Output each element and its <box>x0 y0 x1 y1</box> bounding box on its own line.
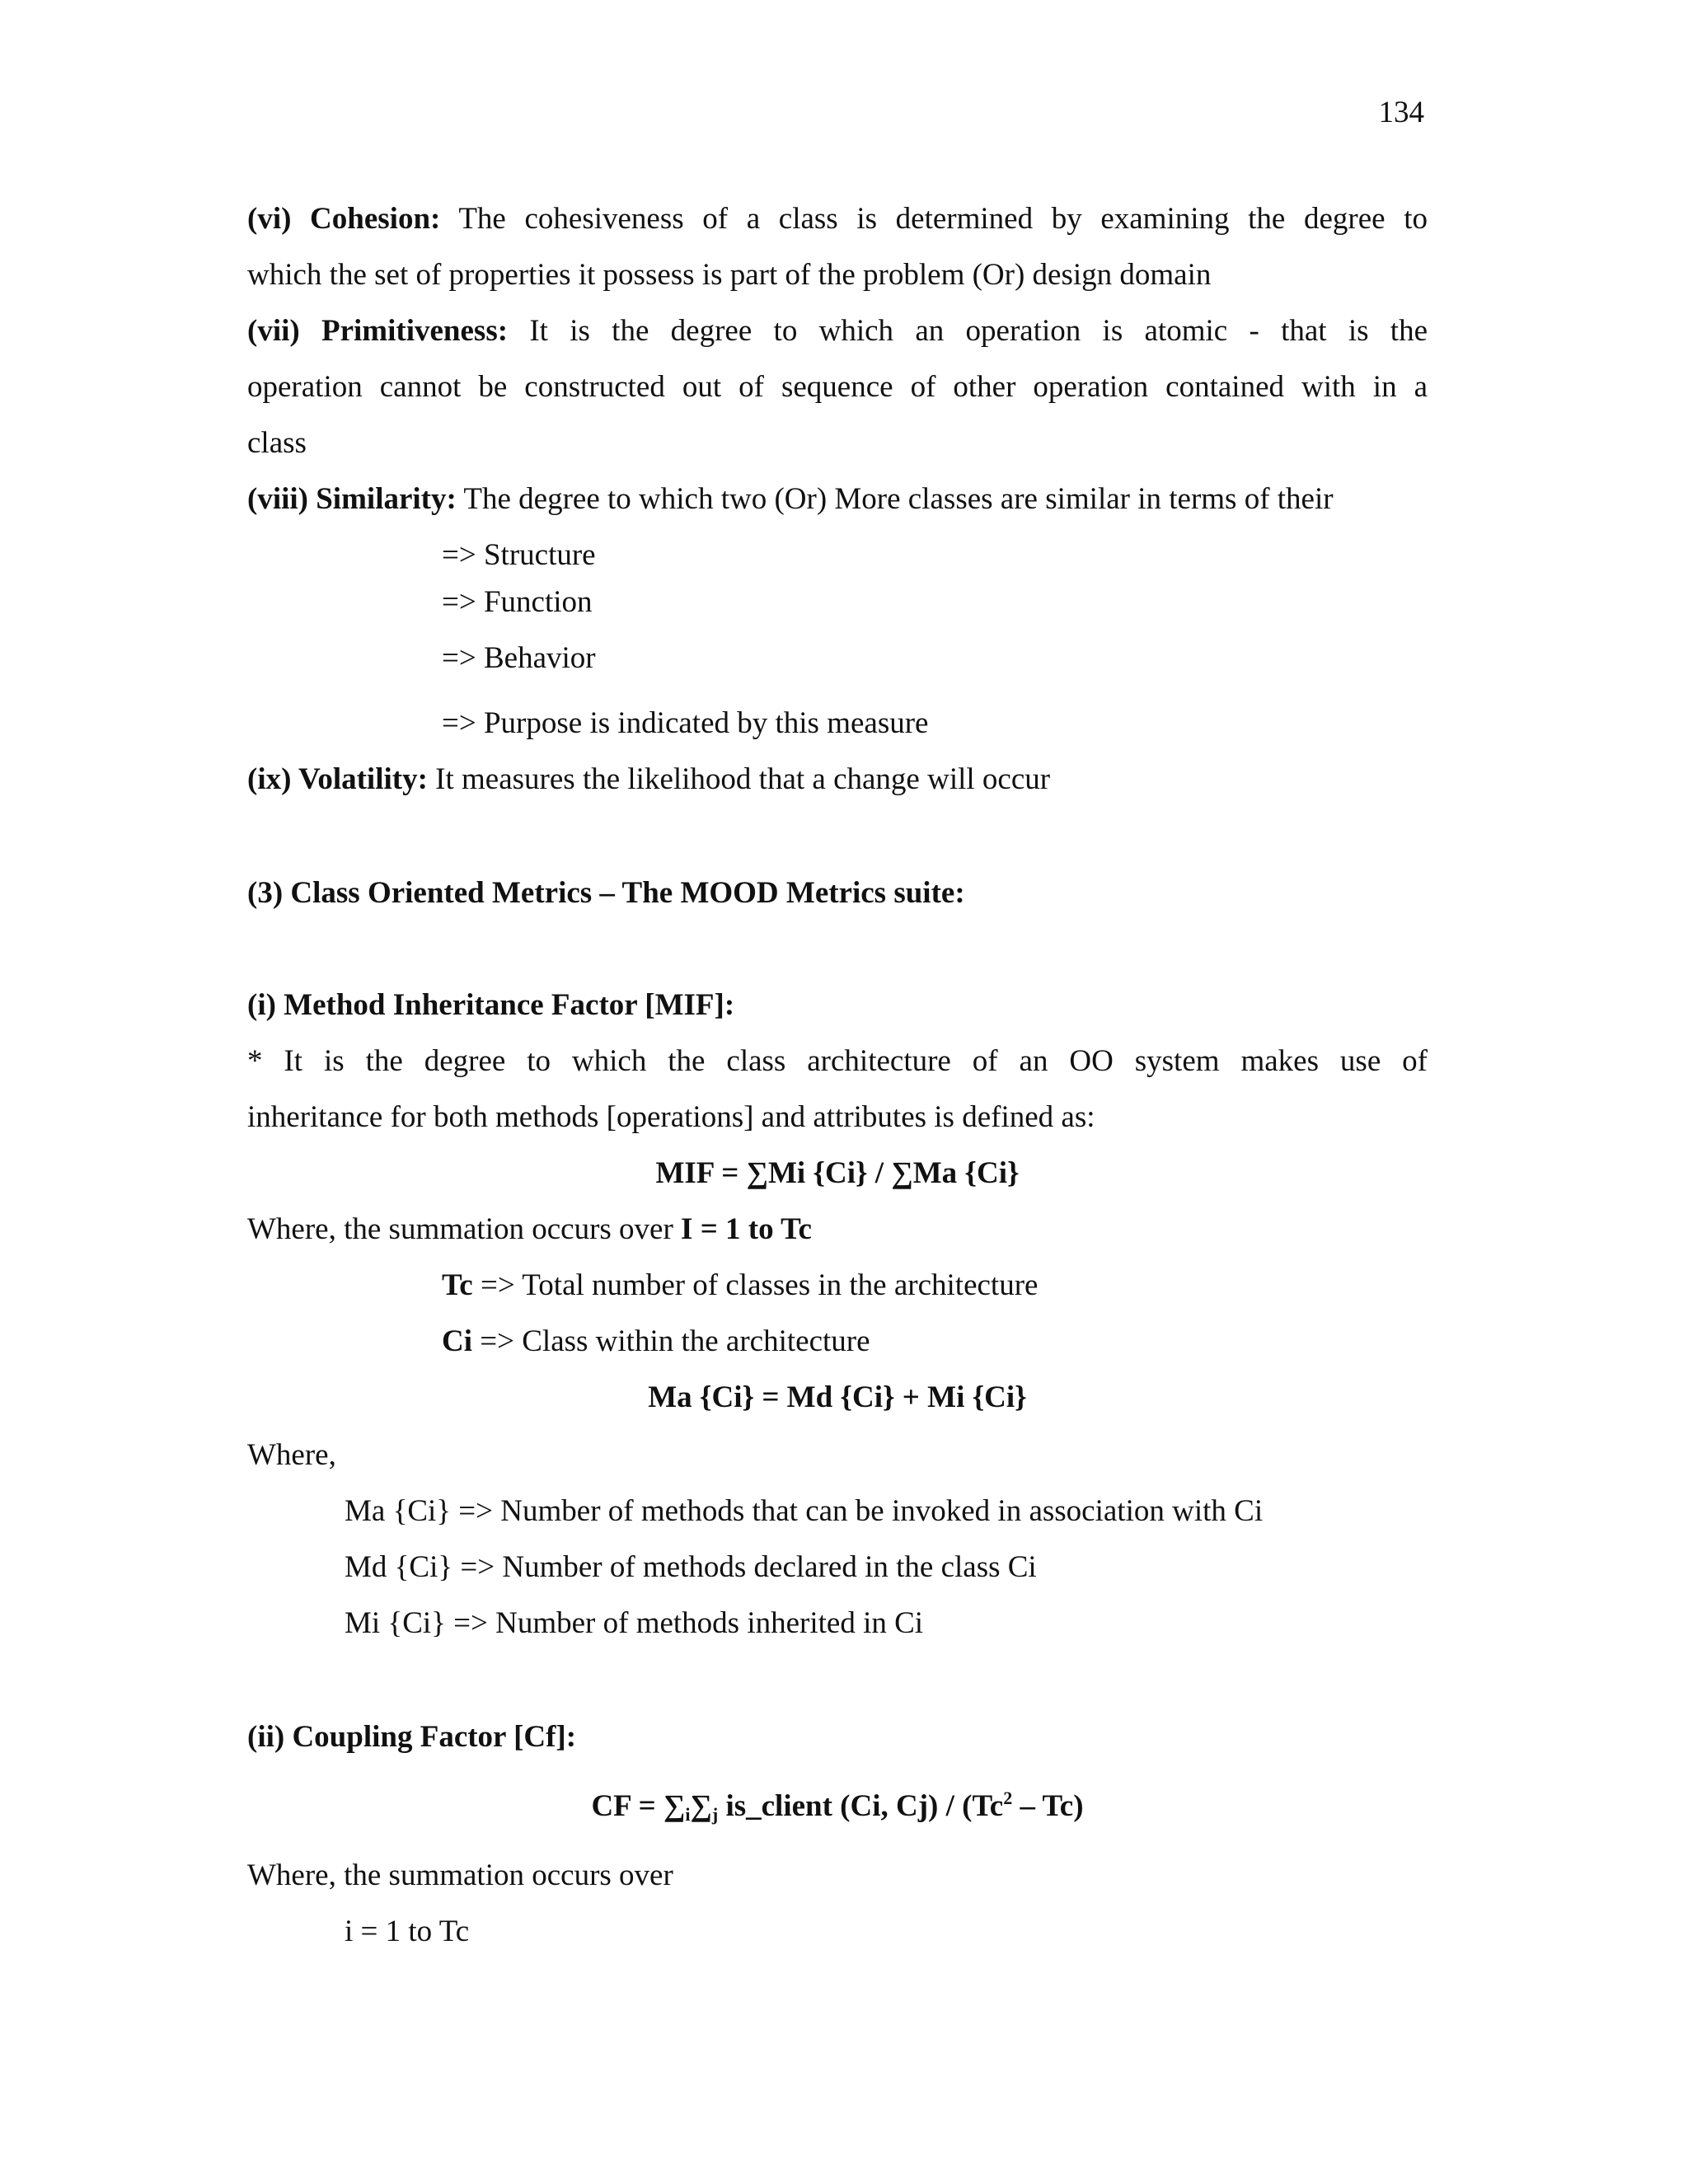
similarity-item: => Purpose is indicated by this measure <box>442 706 929 740</box>
primitiveness-line-3: class <box>247 426 307 460</box>
mif-desc-line-1: * It is the degree to which the class architecture of an OO system makes use of <box>247 1044 1428 1078</box>
page-body <box>247 191 1428 1960</box>
cohesion-line-1: (vi) Cohesion: The cohesiveness of a class is determined by examining the degree to <box>247 202 1428 236</box>
mif-where-range: I = 1 to Tc <box>681 1212 812 1246</box>
ci-definition: Ci => Class within the architecture <box>442 1324 870 1358</box>
similarity-item: => Behavior <box>442 641 596 675</box>
cf-where: Where, the summation occurs over <box>247 1858 673 1892</box>
cf-formula: CF = $\sum_i\sum_j$ is_client (Ci, Cj) / (Tc$^2$ – Tc) <box>591 1788 1084 1825</box>
similarity-item: => Structure <box>442 538 596 572</box>
method-definition: Md {Ci} => Number of methods declared in the class Ci <box>345 1550 1037 1584</box>
volatility-line: (ix) Volatility: It measures the likelihood that a change will occur <box>247 762 1051 796</box>
mif-where-2: Where, <box>247 1438 336 1472</box>
mif-where: Where, the summation occurs over I = 1 to Tc <box>247 1212 812 1246</box>
cohesion-line-2: which the set of properties it possess is part of the problem (Or) design domain <box>247 258 1212 292</box>
primitiveness-line-2: operation cannot be constructed out of sequence of other operation contained with in a <box>247 370 1428 404</box>
tc-term: Tc <box>442 1268 473 1302</box>
primitiveness-line-1: (vii) Primitiveness: It is the degree to which an operation is atomic - that is the <box>247 314 1428 348</box>
tc-definition: Tc => Total number of classes in the architecture <box>442 1268 1039 1302</box>
page-number: 134 <box>1378 96 1424 129</box>
cf-heading: (ii) Coupling Factor [Cf]: <box>247 1720 577 1754</box>
section-heading: (3) Class Oriented Metrics – The MOOD Metrics suite: <box>247 876 965 910</box>
mif-formula: MIF = ∑Mi {Ci} / ∑Ma {Ci} <box>655 1156 1020 1190</box>
primitiveness-term: (vii) Primitiveness: <box>247 314 509 348</box>
similarity-item: => Function <box>442 585 593 619</box>
volatility-term: (ix) Volatility: <box>247 762 428 796</box>
ci-term: Ci <box>442 1324 472 1358</box>
ma-formula: Ma {Ci} = Md {Ci} + Mi {Ci} <box>648 1380 1027 1414</box>
method-definition: Ma {Ci} => Number of methods that can be invoked in association with Ci <box>345 1494 1264 1528</box>
method-definition: Mi {Ci} => Number of methods inherited in Ci <box>345 1606 924 1640</box>
mif-desc-line-2: inheritance for both methods [operations] and attributes is defined as: <box>247 1100 1095 1134</box>
similarity-term: (viii) Similarity: <box>247 482 457 516</box>
mif-heading: (i) Method Inheritance Factor [MIF]: <box>247 988 735 1022</box>
cf-range: i = 1 to Tc <box>345 1915 470 1948</box>
cohesion-term: (vi) Cohesion: <box>247 202 441 236</box>
similarity-line: (viii) Similarity: The degree to which two (Or) More classes are similar in terms of their <box>247 482 1334 516</box>
